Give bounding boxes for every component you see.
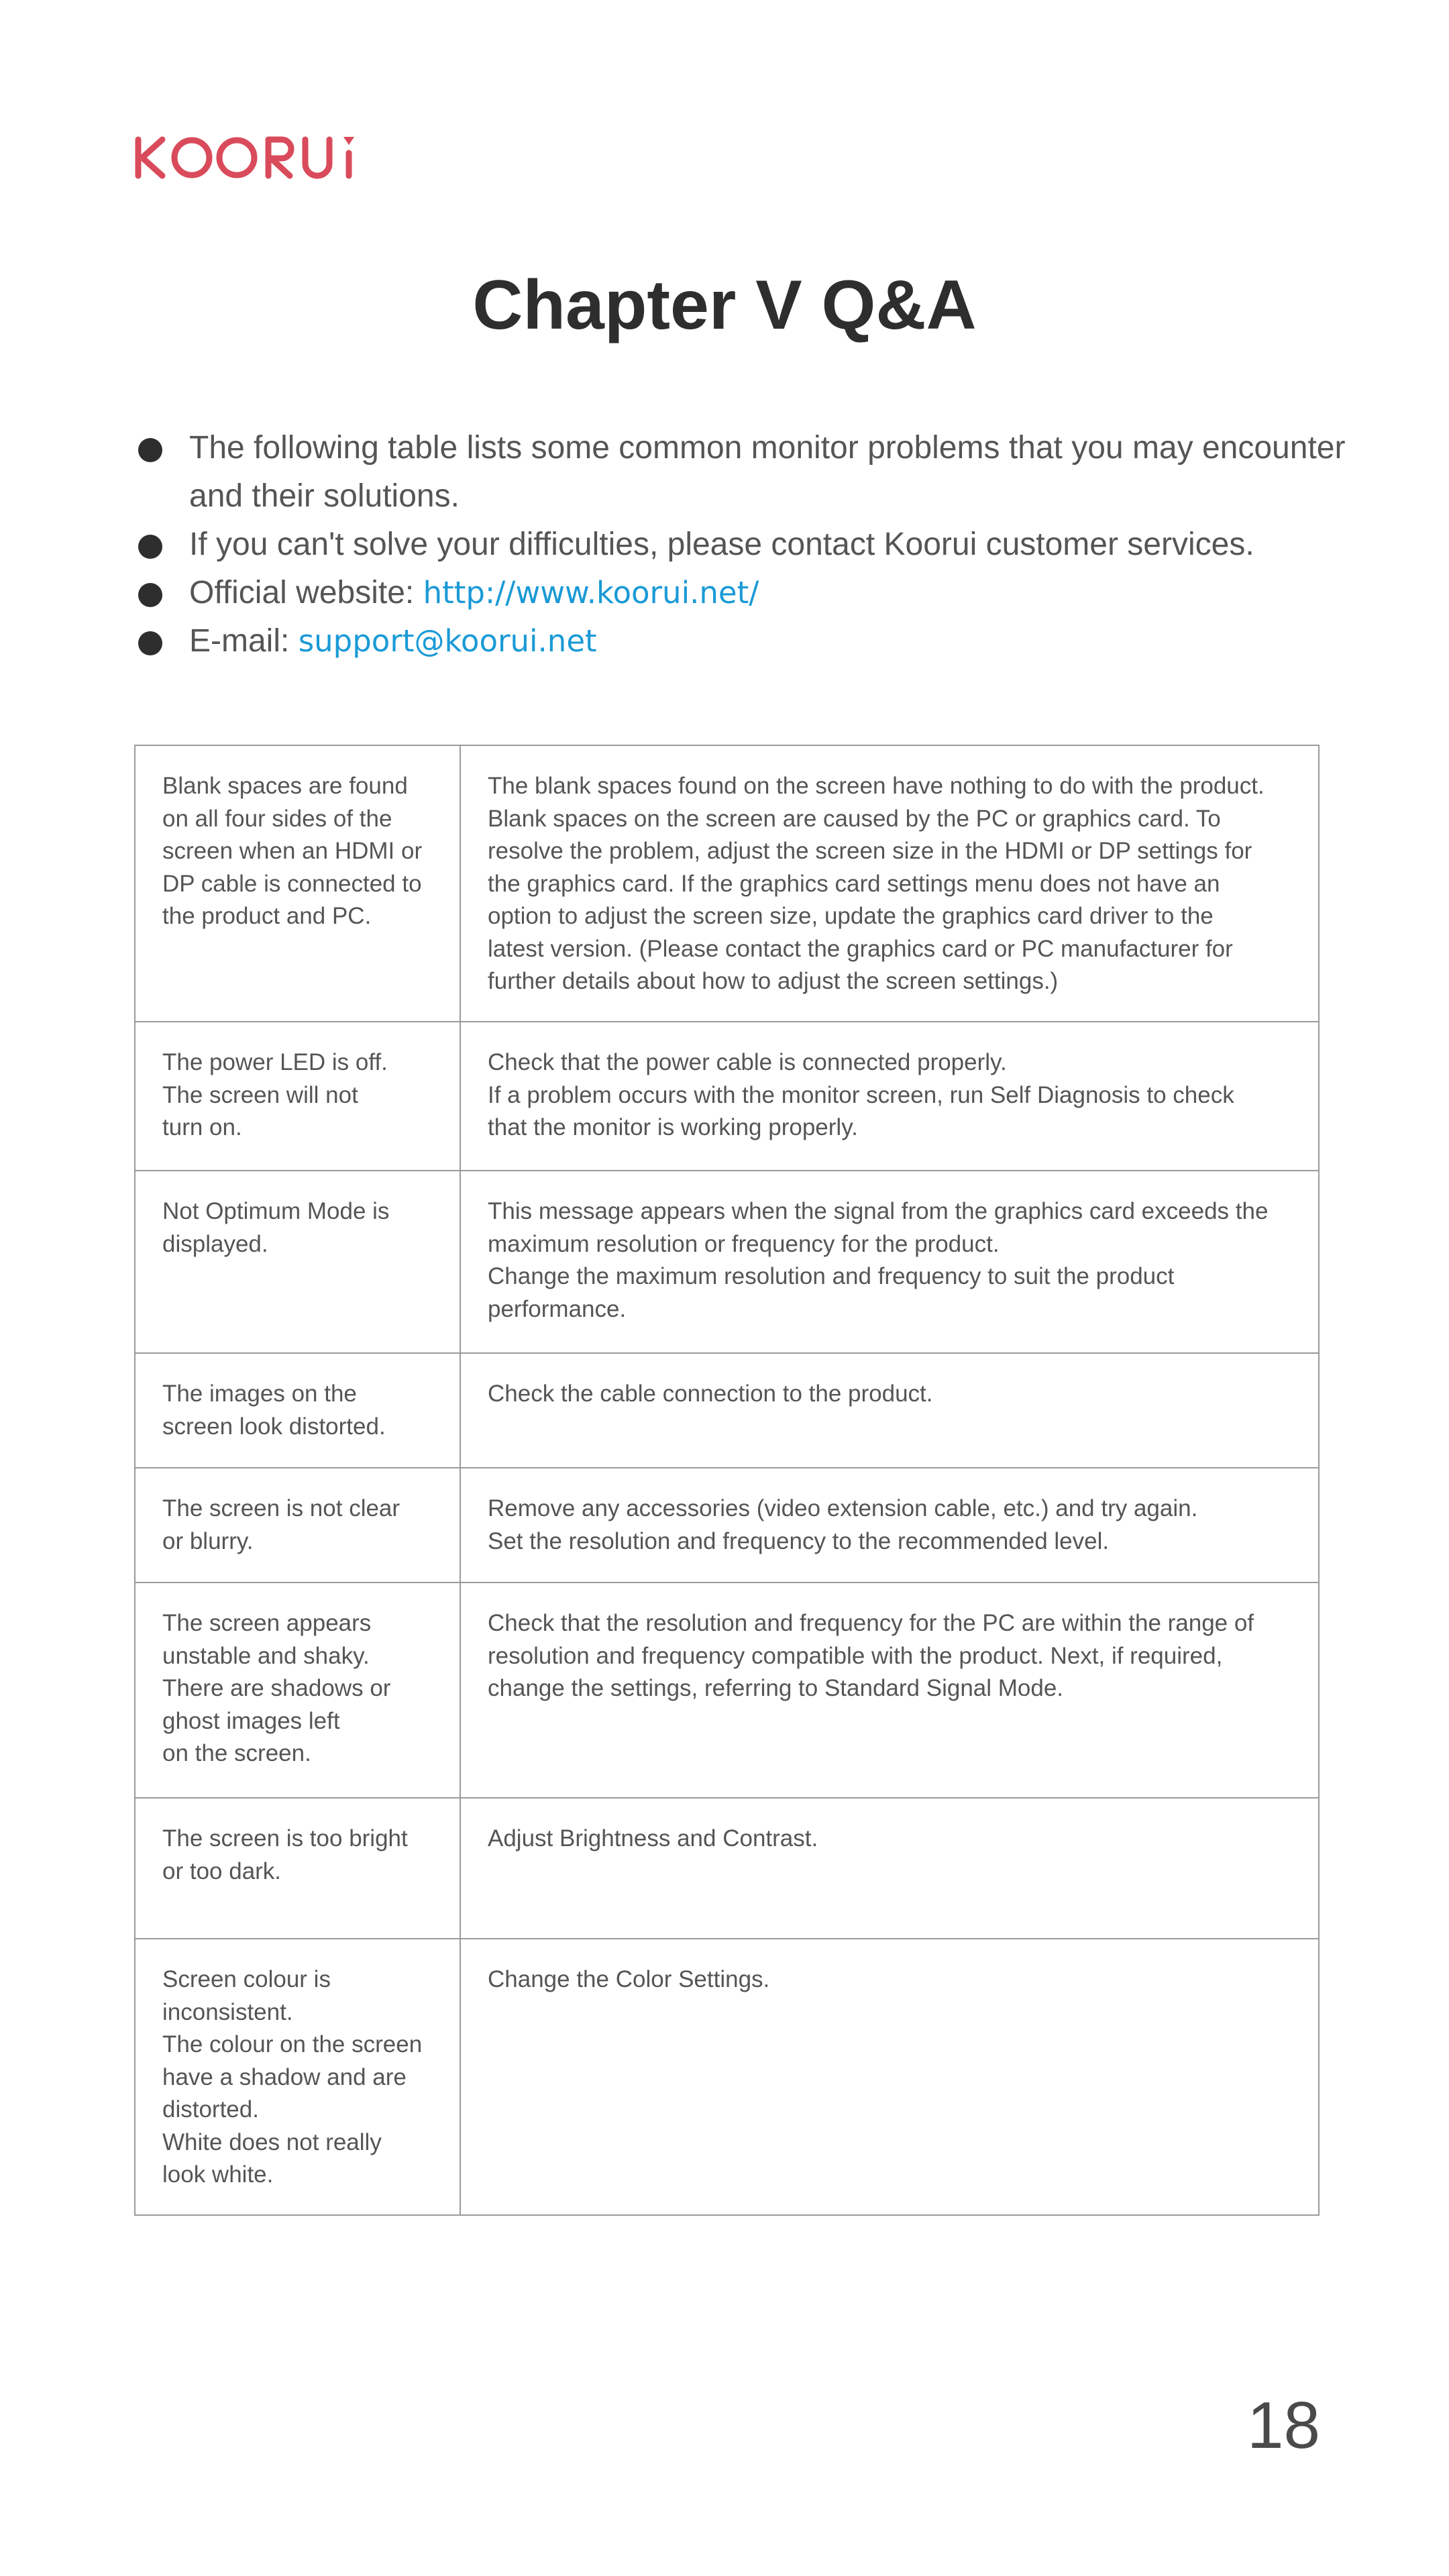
problem-cell: Not Optimum Mode is displayed. <box>135 1171 460 1353</box>
problem-cell: Blank spaces are found on all four sides of the screen when an HDMI or DP cable is connected to the product and PC. <box>135 745 460 1022</box>
table-row <box>135 1022 1319 1171</box>
solution-cell: Change the Color Settings. <box>460 1939 1319 2215</box>
bullet-icon <box>138 535 162 559</box>
email-label: E-mail: <box>189 623 299 659</box>
table-row <box>135 1582 1319 1798</box>
intro-text-support: If you can't solve your difficulties, please contact Koorui customer services. <box>189 527 1254 562</box>
problem-cell: The screen appears unstable and shaky. There are shadows or ghost images left on the screen. <box>135 1582 460 1798</box>
logo-graphic <box>134 134 377 181</box>
page-title: Chapter V Q&A <box>472 266 977 344</box>
solution-cell: Check that the resolution and frequency for the PC are within the range of resolution and frequency compatible with the product. Next, if required, change the settings, referring to Standard Signal Mode. <box>460 1582 1319 1798</box>
intro-list <box>138 424 1346 665</box>
problem-cell: The screen is not clear or blurry. <box>135 1468 460 1582</box>
table-row <box>135 1468 1319 1582</box>
problem-cell: The images on the screen look distorted. <box>135 1353 460 1468</box>
page-number: 18 <box>1246 2388 1320 2462</box>
website-label: Official website: <box>189 575 423 610</box>
table-row <box>135 1939 1319 2215</box>
solution-cell: Adjust Brightness and Contrast. <box>460 1798 1319 1939</box>
bullet-icon <box>138 583 162 607</box>
solution-cell: The blank spaces found on the screen have nothing to do with the product. Blank spaces on the screen are caused by the PC or graphics card. To resolve the problem, adjust the screen size in the HDMI or DP settings for the graphics card. If the graphics card settings menu does not have an option to adjust the screen size, update the graphics card driver to the latest version. (Please contact the graphics card or PC manufacturer for further details about how to adjust the screen settings.) <box>460 745 1319 1022</box>
table-row <box>135 745 1319 1022</box>
solution-cell: This message appears when the signal from the graphics card exceeds the maximum resolution or frequency for the product. Change the maximum resolution and frequency to suit the product performance. <box>460 1171 1319 1353</box>
table-row <box>135 1171 1319 1353</box>
email-link[interactable]: support@koorui.net <box>298 623 597 659</box>
intro-bullet <box>138 569 1346 617</box>
solution-cell: Check that the power cable is connected properly. If a problem occurs with the monitor screen, run Self Diagnosis to check that the monitor is working properly. <box>460 1022 1319 1171</box>
intro-bullet <box>138 617 1346 665</box>
problem-cell: The power LED is off. The screen will not turn on. <box>135 1022 460 1171</box>
intro-bullet <box>138 521 1346 569</box>
table-row <box>135 1798 1319 1939</box>
bullet-icon <box>138 438 162 462</box>
intro-text-table: The following table lists some common monitor problems that you may encounter and their solutions. <box>189 430 1346 514</box>
solution-cell: Check the cable connection to the product. <box>460 1353 1319 1468</box>
koorui-logo <box>134 134 377 181</box>
website-link[interactable]: http://www.koorui.net/ <box>423 575 759 610</box>
intro-bullet <box>138 424 1346 521</box>
solution-cell: Remove any accessories (video extension cable, etc.) and try again. Set the resolution and frequency to the recommended level. <box>460 1468 1319 1582</box>
problem-cell: Screen colour is inconsistent. The colour on the screen have a shadow and are distorted. White does not really look white. <box>135 1939 460 2215</box>
table-row <box>135 1353 1319 1468</box>
problem-cell: The screen is too bright or too dark. <box>135 1798 460 1939</box>
qa-table <box>134 745 1320 2216</box>
logo-text <box>134 134 137 135</box>
bullet-icon <box>138 631 162 655</box>
